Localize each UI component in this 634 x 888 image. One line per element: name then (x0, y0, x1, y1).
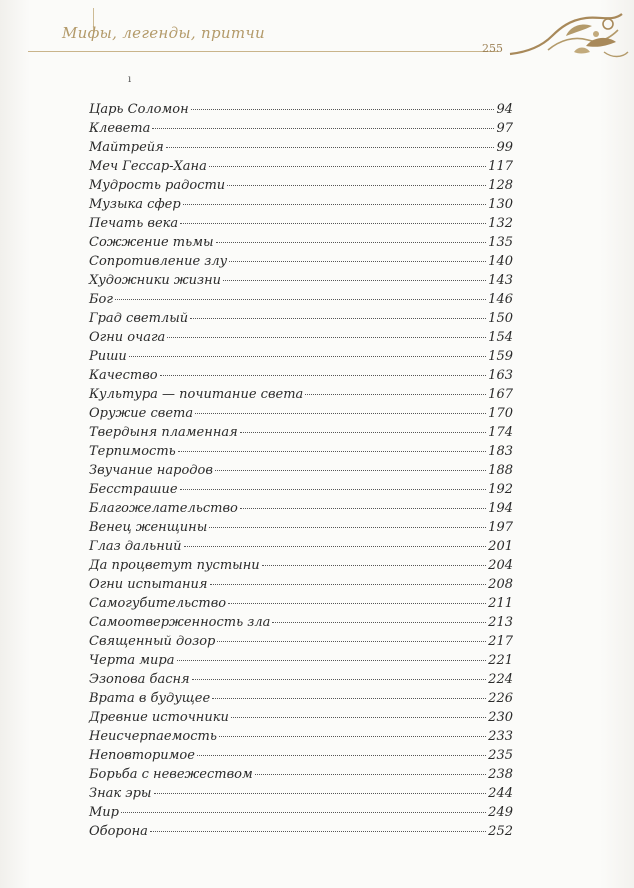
small-mark: ı (128, 74, 132, 85)
toc-entry (89, 727, 513, 746)
toc-entry-title: Бесстрашие (89, 482, 178, 497)
toc-entry-page: 128 (488, 178, 513, 193)
toc-entry-page: 159 (488, 349, 513, 364)
toc-dot-leader (166, 147, 495, 148)
toc-entry-title: Твердыня пламенная (89, 425, 238, 440)
toc-entry-page: 221 (488, 653, 513, 668)
toc-entry-page: 154 (488, 330, 513, 345)
toc-dot-leader (197, 755, 486, 756)
toc-dot-leader (240, 432, 486, 433)
toc-dot-leader (305, 394, 486, 395)
toc-dot-leader (178, 451, 486, 452)
toc-entry (89, 195, 513, 214)
toc-entry-title: Врата в будущее (89, 691, 211, 706)
toc-entry-title: Царь Соломон (89, 102, 189, 117)
toc-dot-leader (219, 736, 486, 737)
toc-entry (89, 328, 513, 347)
toc-entry-page: 230 (488, 710, 513, 725)
toc-entry-page: 150 (488, 311, 513, 326)
toc-entry-title: Бог (89, 292, 113, 307)
toc-entry (89, 556, 513, 575)
toc-entry (89, 214, 513, 233)
toc-entry (89, 233, 513, 252)
toc-dot-leader (121, 812, 486, 813)
toc-entry (89, 366, 513, 385)
toc-dot-leader (160, 375, 487, 376)
toc-entry-title: Самогубительство (89, 596, 227, 611)
toc-entry-page: 249 (488, 805, 513, 820)
toc-entry-title: Огни испытания (89, 577, 208, 592)
toc-entry-page: 238 (488, 767, 513, 782)
toc-entry-page: 130 (488, 197, 513, 212)
toc-dot-leader (190, 318, 486, 319)
toc-entry-page: 192 (488, 482, 513, 497)
toc-entry (89, 765, 513, 784)
toc-entry-title: Древние источники (89, 710, 229, 725)
toc-dot-leader (231, 717, 486, 718)
toc-entry (89, 708, 513, 727)
toc-entry-title: Глаз дальний (89, 539, 182, 554)
toc-entry-title: Оборона (89, 824, 148, 839)
toc-entry-title: Печать века (89, 216, 179, 231)
toc-entry-title: Терпимость (89, 444, 176, 459)
toc-dot-leader (255, 774, 486, 775)
toc-entry-page: 201 (488, 539, 513, 554)
toc-entry (89, 670, 513, 689)
toc-dot-leader (195, 413, 486, 414)
running-header (0, 0, 634, 62)
toc-entry (89, 100, 513, 119)
toc-dot-leader (184, 546, 487, 547)
toc-entry (89, 271, 513, 290)
toc-entry-page: 174 (488, 425, 513, 440)
toc-entry-title: Самоотверженность зла (89, 615, 271, 630)
toc-dot-leader (177, 660, 487, 661)
toc-entry-page: 252 (488, 824, 513, 839)
toc-dot-leader (191, 109, 495, 110)
toc-entry-title: Майтрейя (89, 140, 164, 155)
toc-entry-title: Град светлый (89, 311, 189, 326)
toc-entry-title: Клевета (89, 121, 151, 136)
toc-dot-leader (192, 679, 487, 680)
toc-dot-leader (215, 470, 486, 471)
toc-entry-title: Звучание народов (89, 463, 213, 478)
toc-entry-page: 167 (488, 387, 513, 402)
toc-entry (89, 423, 513, 442)
toc-entry-title: Качество (89, 368, 158, 383)
toc-dot-leader (216, 242, 487, 243)
toc-entry-title: Мудрость радости (89, 178, 226, 193)
toc-entry (89, 822, 513, 841)
toc-entry-title: Оружие света (89, 406, 194, 421)
toc-entry-page: 224 (488, 672, 513, 687)
toc-dot-leader (209, 166, 486, 167)
toc-entry-title: Неповторимое (89, 748, 195, 763)
toc-dot-leader (180, 489, 487, 490)
toc-entry-title: Священный дозор (89, 634, 216, 649)
toc-entry-page: 183 (488, 444, 513, 459)
toc-dot-leader (240, 508, 486, 509)
floral-ornament-icon (508, 6, 630, 68)
toc-entry-title: Художники жизни (89, 273, 222, 288)
toc-dot-leader (129, 356, 486, 357)
toc-dot-leader (227, 185, 486, 186)
toc-entry-page: 208 (488, 577, 513, 592)
toc-entry-page: 194 (488, 501, 513, 516)
toc-dot-leader (228, 603, 486, 604)
toc-entry-page: 213 (488, 615, 513, 630)
toc-dot-leader (180, 223, 486, 224)
toc-entry-page: 135 (488, 235, 513, 250)
toc-entry (89, 784, 513, 803)
toc-entry-title: Музыка сфер (89, 197, 181, 212)
running-header-title: Мифы, легенды, притчи (62, 24, 265, 42)
toc-dot-leader (183, 204, 487, 205)
toc-entry-page: 197 (488, 520, 513, 535)
toc-dot-leader (212, 698, 486, 699)
toc-entry-title: Венец женщины (89, 520, 208, 535)
toc-entry-page: 244 (488, 786, 513, 801)
toc-entry-page: 217 (488, 634, 513, 649)
toc-entry-page: 99 (496, 140, 513, 155)
toc-entry-title: Благожелательство (89, 501, 238, 516)
toc-dot-leader (272, 622, 486, 623)
toc-entry (89, 613, 513, 632)
toc-entry-page: 132 (488, 216, 513, 231)
page-number: 255 (482, 42, 503, 55)
toc-entry (89, 309, 513, 328)
header-rule (28, 51, 498, 52)
toc-entry (89, 480, 513, 499)
toc-dot-leader (262, 565, 486, 566)
toc-entry (89, 290, 513, 309)
toc-entry (89, 651, 513, 670)
toc-dot-leader (209, 527, 486, 528)
toc-entry (89, 119, 513, 138)
toc-entry (89, 518, 513, 537)
toc-entry-title: Риши (89, 349, 127, 364)
toc-entry (89, 404, 513, 423)
toc-entry (89, 803, 513, 822)
toc-entry-title: Меч Гессар-Хана (89, 159, 207, 174)
toc-entry-title: Неисчерпаемость (89, 729, 217, 744)
toc-dot-leader (115, 299, 486, 300)
toc-entry-title: Культура — почитание света (89, 387, 304, 402)
toc-dot-leader (210, 584, 487, 585)
toc-entry (89, 689, 513, 708)
toc-entry-page: 97 (496, 121, 513, 136)
toc-entry (89, 252, 513, 271)
toc-entry-page: 233 (488, 729, 513, 744)
toc-entry-title: Сожжение тьмы (89, 235, 214, 250)
toc-entry (89, 575, 513, 594)
toc-entry (89, 347, 513, 366)
toc-entry-page: 211 (488, 596, 513, 611)
toc-entry (89, 746, 513, 765)
toc-dot-leader (154, 793, 487, 794)
toc-entry-title: Эзопова басня (89, 672, 190, 687)
toc-entry-page: 163 (488, 368, 513, 383)
toc-entry-page: 235 (488, 748, 513, 763)
toc-entry-title: Да процветут пустыни (89, 558, 260, 573)
toc-entry-title: Черта мира (89, 653, 175, 668)
toc-entry-page: 94 (496, 102, 513, 117)
toc-entry (89, 499, 513, 518)
toc-entry-page: 170 (488, 406, 513, 421)
toc-dot-leader (223, 280, 486, 281)
toc-entry-page: 204 (488, 558, 513, 573)
toc-entry-title: Борьба с невежеством (89, 767, 253, 782)
toc-entry-page: 146 (488, 292, 513, 307)
toc-entry-title: Огни очага (89, 330, 166, 345)
toc-entry (89, 442, 513, 461)
toc-entry-page: 143 (488, 273, 513, 288)
toc-entry (89, 537, 513, 556)
toc-entry-page: 140 (488, 254, 513, 269)
toc-dot-leader (229, 261, 486, 262)
toc-entry-page: 188 (488, 463, 513, 478)
toc-dot-leader (217, 641, 486, 642)
toc-dot-leader (150, 831, 486, 832)
toc-entry-title: Сопротивление злу (89, 254, 228, 269)
toc-dot-leader (167, 337, 486, 338)
toc-dot-leader (152, 128, 494, 129)
toc-entry (89, 157, 513, 176)
toc-entry (89, 461, 513, 480)
toc-entry (89, 632, 513, 651)
toc-entry-title: Знак эры (89, 786, 152, 801)
toc-entry (89, 594, 513, 613)
toc-entry (89, 176, 513, 195)
toc-entry (89, 138, 513, 157)
toc-entry-title: Мир (89, 805, 120, 820)
toc-entry-page: 226 (488, 691, 513, 706)
table-of-contents (89, 100, 513, 841)
toc-entry (89, 385, 513, 404)
toc-entry-page: 117 (488, 159, 513, 174)
